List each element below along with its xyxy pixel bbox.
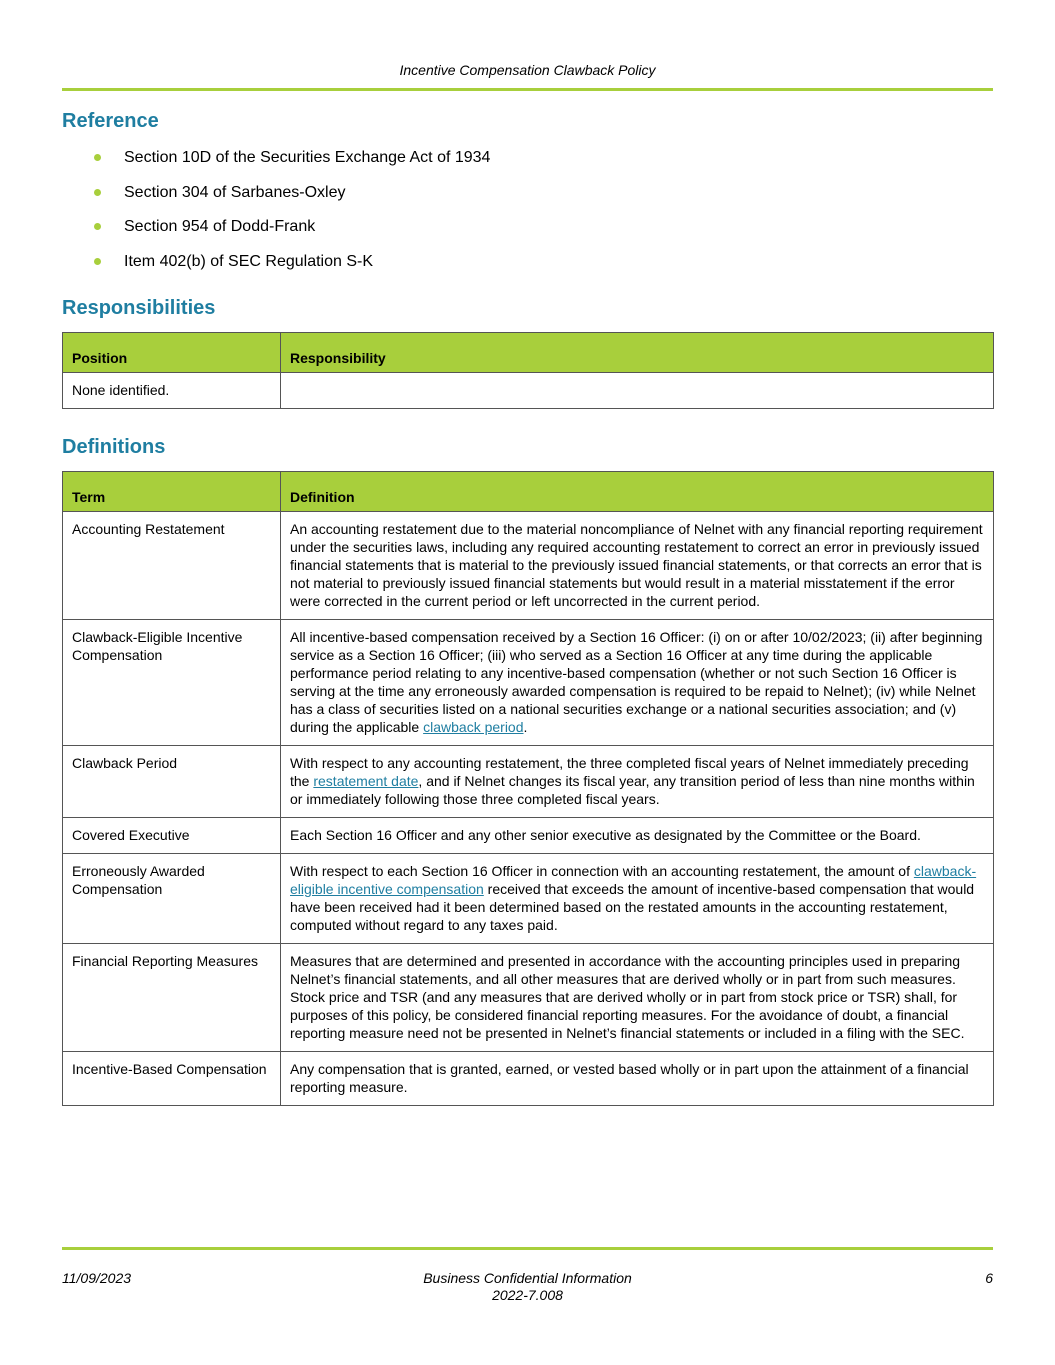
definition-cell: An accounting restatement due to the material noncompliance of Nelnet with any financial reporting requirement under the securities laws, including any required accounting restatement to correct an error in previously issued financial statements that is material to the previously issued financial statements, or that corrects an error that is not material to previously issued financial statements but would result in a material misstatement if the error were corrected in the current period or left uncorrected in the current period. — [281, 512, 994, 620]
table-row — [63, 1052, 994, 1106]
responsibilities-table — [62, 332, 994, 409]
reference-item: Section 10D of the Securities Exchange Act of 1934 — [62, 146, 962, 181]
column-header-position: Position — [63, 333, 281, 373]
clawback-eligible-compensation-link[interactable]: clawback-eligible incentive compensation — [290, 863, 977, 897]
term-cell: Covered Executive — [63, 818, 281, 854]
bullet-icon — [94, 223, 101, 230]
reference-item: Section 954 of Dodd-Frank — [62, 215, 962, 250]
header-divider — [62, 88, 993, 91]
reference-list — [62, 146, 962, 285]
definition-cell: All incentive-based compensation received by a Section 16 Officer: (i) on or after 10/02/2023; (ii) after beginning service as a Section 16 Officer; (iii) who served as a Section 16 Officer at any time during the applicable performance period relating to any incentive-based compensation (whether or not such Section 16 Officer is serving at the time any erroneously awarded compensation is required to be repaid to Nelnet); (iv) while Nelnet has a class of securities listed on a national securities exchange or a national securities association; and (v) during the applicable clawback period. — [281, 620, 994, 746]
table-row — [63, 818, 994, 854]
restatement-date-link[interactable]: restatement date — [313, 773, 419, 789]
table-row — [63, 944, 994, 1052]
bullet-icon — [94, 189, 101, 196]
column-header-definition: Definition — [281, 472, 994, 512]
clawback-period-link[interactable]: clawback period — [423, 719, 524, 735]
footer-classification: Business Confidential Information — [423, 1270, 632, 1286]
definition-cell: With respect to each Section 16 Officer in connection with an accounting restatement, the amount of clawback-eligible incentive compensation received that exceeds the amount of incentive-based compensation that would have been received had it been determined based on the restated amounts in the accounting restatement, computed without regard to any taxes paid. — [281, 854, 994, 944]
definition-cell: Any compensation that is granted, earned, or vested based wholly or in part upon the attainment of a financial reporting measure. — [281, 1052, 994, 1106]
definitions-heading: Definitions — [62, 436, 166, 458]
document-header-title: Incentive Compensation Clawback Policy — [399, 62, 656, 78]
table-row — [63, 512, 994, 620]
footer-date: 11/09/2023 — [62, 1270, 132, 1286]
table-row — [63, 854, 994, 944]
responsibilities-heading: Responsibilities — [62, 297, 216, 319]
term-cell: Clawback-Eligible Incentive Compensation — [63, 620, 281, 746]
position-cell: None identified. — [63, 373, 281, 409]
definition-cell: With respect to any accounting restatement, the three completed fiscal years of Nelnet immediately preceding the restatement date, and if Nelnet changes its fiscal year, any transition period of less than nine months within or immediately following those three completed fiscal years. — [281, 746, 994, 818]
term-cell: Incentive-Based Compensation — [63, 1052, 281, 1106]
definitions-table — [62, 471, 994, 1106]
term-cell: Erroneously Awarded Compensation — [63, 854, 281, 944]
responsibility-cell — [281, 373, 994, 409]
reference-item: Section 304 of Sarbanes-Oxley — [62, 181, 962, 216]
term-cell: Financial Reporting Measures — [63, 944, 281, 1052]
reference-heading: Reference — [62, 110, 159, 132]
table-row — [63, 373, 994, 409]
table-row — [63, 620, 994, 746]
footer-page-number: 6 — [985, 1270, 993, 1286]
footer-doc-number: 2022-7.008 — [492, 1287, 563, 1303]
table-row — [63, 746, 994, 818]
term-cell: Accounting Restatement — [63, 512, 281, 620]
bullet-icon — [94, 258, 101, 265]
definition-cell: Each Section 16 Officer and any other senior executive as designated by the Committee or the Board. — [281, 818, 994, 854]
footer-divider — [62, 1247, 993, 1250]
bullet-icon — [94, 154, 101, 161]
table-header-row — [63, 472, 994, 512]
table-header-row — [63, 333, 994, 373]
reference-item: Item 402(b) of SEC Regulation S-K — [62, 250, 962, 285]
column-header-term: Term — [63, 472, 281, 512]
column-header-responsibility: Responsibility — [281, 333, 994, 373]
footer-center — [0, 1270, 1055, 1304]
term-cell: Clawback Period — [63, 746, 281, 818]
definition-cell: Measures that are determined and presented in accordance with the accounting principles used in preparing Nelnet’s financial statements, and all other measures that are derived wholly or in part from such measures. Stock price and TSR (and any measures that are derived wholly or in part from stock price or TSR) shall, for purposes of this policy, be considered financial reporting measures. For the avoidance of doubt, a financial reporting measure need not be presented in Nelnet’s financial statements or included in a filing with the SEC. — [281, 944, 994, 1052]
